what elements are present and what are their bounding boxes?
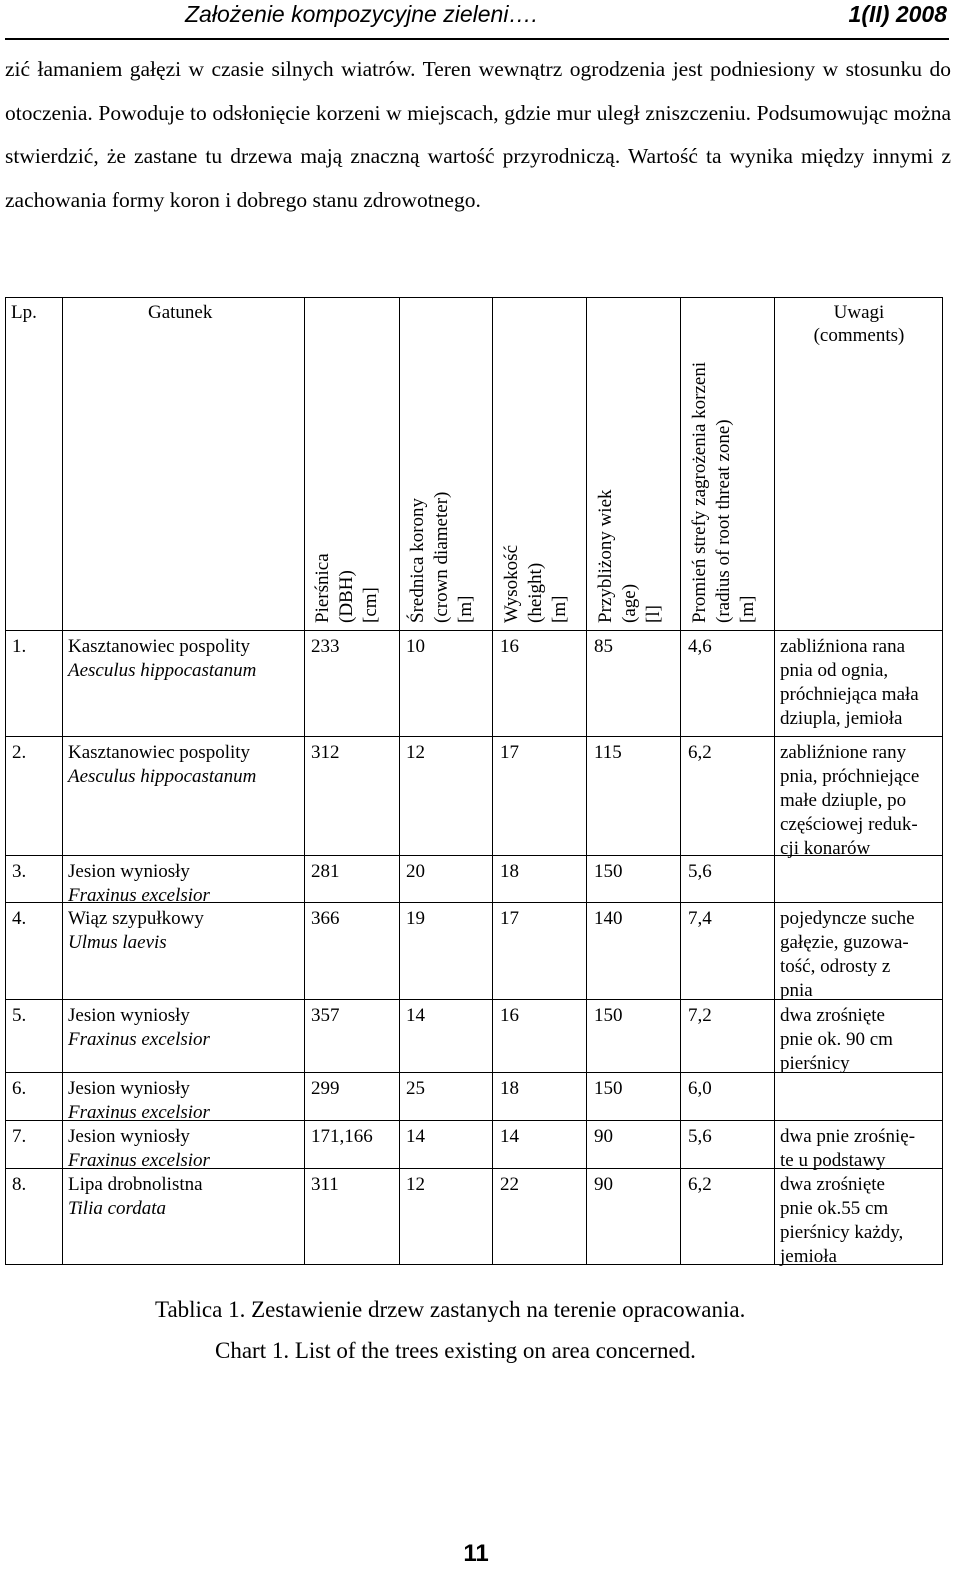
row-remark-line: pojedyncze suche [780,908,915,929]
row-root-radius: 4,6 [688,636,712,657]
header-radius [688,362,760,623]
row-species-name: Kasztanowiec pospolity [68,636,251,657]
row-root-radius: 5,6 [688,861,712,882]
row-dbh: 171,166 [311,1126,373,1147]
header-radius-line: Promień strefy zagrożenia korzeni [689,361,710,623]
row-species-latin: Fraxinus excelsior [68,1150,210,1171]
row-remark-line: dwa zrośnięte [780,1174,885,1195]
header-uwagi [774,301,944,347]
row-crown-diameter: 14 [406,1005,425,1026]
row-dbh: 281 [311,861,340,882]
row-lp: 5. [12,1005,27,1026]
row-remark-line: zabliźnione rany [780,742,907,763]
row-height: 17 [500,908,519,929]
header-crown-line: Średnica korony [407,497,428,623]
row-height: 16 [500,1005,519,1026]
row-crown-diameter: 12 [406,742,425,763]
row-lp: 6. [12,1078,27,1099]
journal-section-title: Założenie kompozycyjne zieleni…. [185,1,538,27]
header-height [500,545,572,623]
row-height: 16 [500,636,519,657]
row-species-latin: Fraxinus excelsior [68,1102,210,1123]
row-remark-line: jemioła [780,1246,837,1267]
row-height: 18 [500,1078,519,1099]
row-remark-line: pnie ok. 90 cm [780,1029,893,1050]
header-dbh [311,553,383,623]
header-uwagi-line: Uwagi [833,302,885,323]
header-lp: Lp. [11,302,37,323]
row-lp: 2. [12,742,27,763]
table-caption-en: Chart 1. List of the trees existing on area concerned. [215,1338,696,1363]
header-divider [6,630,942,631]
row-crown-diameter: 10 [406,636,425,657]
row-remark-line: te u podstawy [780,1150,886,1171]
row-remark-line: małe dziuple, po [780,790,907,811]
row-height: 17 [500,742,519,763]
row-remark-line: pierśnicy każdy, [780,1222,904,1243]
row-dbh: 233 [311,636,340,657]
row-lp: 4. [12,908,27,929]
row-species-name: Jesion wyniosły [68,861,190,882]
row-age: 150 [594,1005,623,1026]
header-age-line: Przybliżony wiek [595,489,616,623]
row-crown-diameter: 25 [406,1078,425,1099]
header-crown-line: [m] [455,595,476,623]
trees-table [5,297,943,1265]
header-uwagi-line: (comments) [813,325,905,346]
row-remark-line: pnia, próchniejące [780,766,920,787]
row-age: 150 [594,1078,623,1099]
row-species-latin: Aesculus hippocastanum [68,660,257,681]
row-remark-line: pnia od ognia, [780,660,889,681]
row-lp: 7. [12,1126,27,1147]
row-root-radius: 5,6 [688,1126,712,1147]
row-crown-diameter: 19 [406,908,425,929]
header-dbh-line: (DBH) [336,570,357,623]
row-species-name: Jesion wyniosły [68,1078,190,1099]
journal-issue: 1(II) 2008 [848,1,947,27]
row-dbh: 311 [311,1174,339,1195]
row-remark-line: gałęzie, guzowa- [780,932,909,953]
row-species-latin: Fraxinus excelsior [68,1029,210,1050]
row-species-name: Kasztanowiec pospolity [68,742,251,763]
row-root-radius: 6,0 [688,1078,712,1099]
row-height: 14 [500,1126,519,1147]
row-species-latin: Ulmus laevis [68,932,167,953]
row-root-radius: 7,2 [688,1005,712,1026]
row-age: 90 [594,1126,613,1147]
row-remark-line: pnie ok.55 cm [780,1198,889,1219]
row-crown-diameter: 12 [406,1174,425,1195]
running-header [5,0,949,40]
row-species-latin: Aesculus hippocastanum [68,766,257,787]
row-remark-line: tość, odrosty z [780,956,891,977]
row-remark-line: próchniejąca mała [780,684,919,705]
header-height-line: (height) [525,562,546,623]
row-species-name: Wiąz szypułkowy [68,908,204,929]
row-species-latin: Tilia cordata [68,1198,167,1219]
row-root-radius: 7,4 [688,908,712,929]
row-lp: 3. [12,861,27,882]
row-remark-line: pnia [780,980,813,1001]
row-species-latin: Fraxinus excelsior [68,885,210,906]
row-remark-line: dziupla, jemioła [780,708,903,729]
header-radius-line: [m] [737,595,758,623]
row-age: 85 [594,636,613,657]
row-lp: 8. [12,1174,27,1195]
row-dbh: 366 [311,908,340,929]
row-crown-diameter: 20 [406,861,425,882]
row-height: 22 [500,1174,519,1195]
row-dbh: 299 [311,1078,340,1099]
row-remark-line: cji konarów [780,838,871,859]
header-age-line: [l] [643,605,664,623]
page-number: 11 [463,1540,489,1567]
header-age-line: (age) [619,583,640,623]
row-species-name: Jesion wyniosły [68,1126,190,1147]
row-remark-line: dwa pnie zrośnię- [780,1126,916,1147]
header-crown [406,492,478,623]
header-dbh-line: [cm] [360,587,381,623]
header-radius-line: (radius of root threat zone) [713,419,734,623]
body-paragraph: zić łamaniem gałęzi w czasie silnych wiatrów. Teren wewnątrz ogrodzenia jest podniesiony w stosunku do otoczenia. Powoduje to odsłonięcie korzeni w miejscach, gdzie mur uległ zniszczeniu. Podsumowując można stwierdzić, że zastane tu drzewa mają znaczną wartość przyrodniczą. Wartość ta wynika między innymi z zachowania formy koron i dobrego stanu zdrowotnego. [5,57,951,212]
row-species-name: Jesion wyniosły [68,1005,190,1026]
row-remark-line: częściowej reduk- [780,814,918,835]
row-remark-line: dwa zrośnięte [780,1005,885,1026]
row-age: 150 [594,861,623,882]
row-divider [6,736,942,737]
row-age: 140 [594,908,623,929]
header-dbh-line: Pierśnica [312,553,333,623]
row-root-radius: 6,2 [688,1174,712,1195]
row-remark-line: zabliźniona rana [780,636,906,657]
row-age: 115 [594,742,622,763]
row-remark-line: pierśnicy [780,1053,850,1074]
row-species-name: Lipa drobnolistna [68,1174,203,1195]
row-height: 18 [500,861,519,882]
row-root-radius: 6,2 [688,742,712,763]
row-dbh: 312 [311,742,340,763]
header-height-line: Wysokość [501,544,522,623]
header-height-line: [m] [549,595,570,623]
header-crown-line: (crown diameter) [431,491,452,623]
row-age: 90 [594,1174,613,1195]
header-age [594,489,666,623]
row-crown-diameter: 14 [406,1126,425,1147]
table-caption-pl: Tablica 1. Zestawienie drzew zastanych na terenie opracowania. [155,1297,746,1322]
row-dbh: 357 [311,1005,340,1026]
header-gatunek: Gatunek [148,302,213,323]
row-lp: 1. [12,636,27,657]
